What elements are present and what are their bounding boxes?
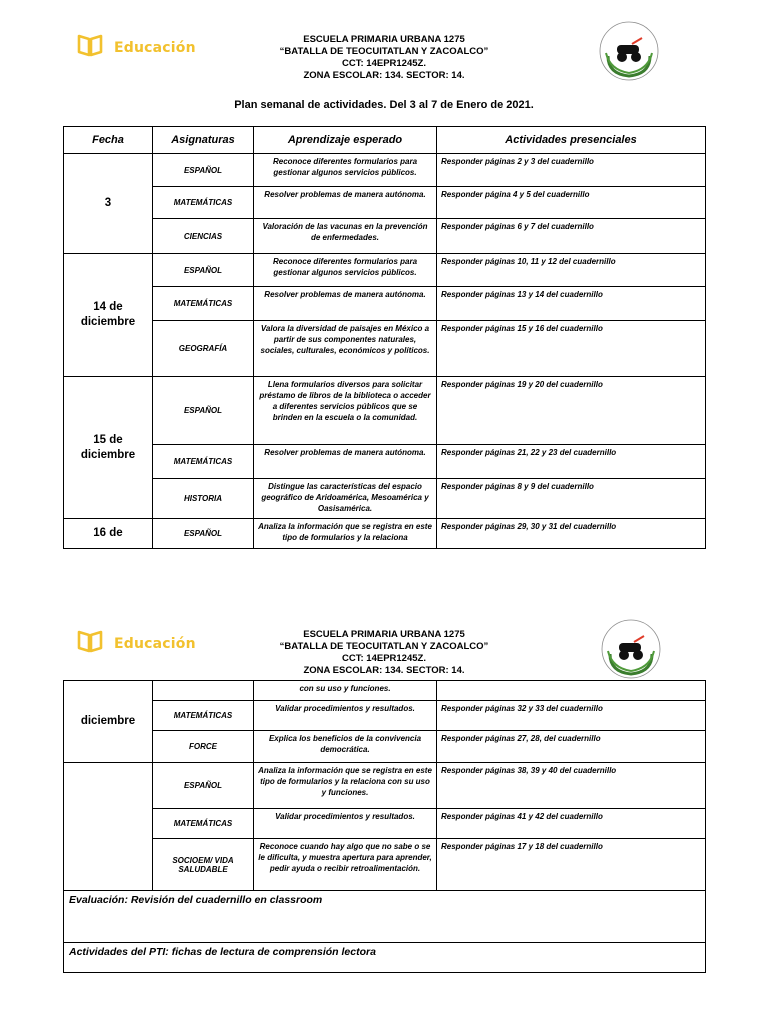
- table-row: [64, 254, 706, 287]
- table-row: [64, 519, 706, 549]
- activity-cell: Responder páginas 15 y 16 del cuadernillo: [437, 321, 706, 377]
- learning-cell: Analiza la información que se registra en este tipo de formularios y la relaciona: [254, 519, 437, 549]
- activity-cell: Responder páginas 29, 30 y 31 del cuadernillo: [437, 519, 706, 549]
- subject-cell: MATEMÁTICAS: [153, 701, 254, 731]
- subject-cell: ESPAÑOL: [153, 377, 254, 445]
- learning-cell: Valora la diversidad de paisajes en México a partir de sus componentes naturales, sociales, culturales, económicos y políticos.: [254, 321, 437, 377]
- date-cell: diciembre: [64, 681, 153, 763]
- activity-cell: Responder páginas 41 y 42 del cuadernillo: [437, 809, 706, 839]
- learning-cell: Validar procedimientos y resultados.: [254, 701, 437, 731]
- subject-cell: MATEMÁTICAS: [153, 187, 254, 219]
- school-cct: CCT: 14EPR1245Z.: [342, 653, 426, 664]
- activity-cell: Responder página 4 y 5 del cuadernillo: [437, 187, 706, 219]
- learning-cell: Validar procedimientos y resultados.: [254, 809, 437, 839]
- school-cct: CCT: 14EPR1245Z.: [342, 58, 426, 69]
- activity-cell: Responder páginas 10, 11 y 12 del cuadernillo: [437, 254, 706, 287]
- learning-cell: Analiza la información que se registra en este tipo de formularios y la relaciona con su uso y funciones.: [254, 763, 437, 809]
- table-row: [64, 287, 706, 321]
- school-battle-name: “BATALLA DE TEOCUITATLAN Y ZACOALCO”: [279, 46, 489, 57]
- column-header: Actividades presenciales: [437, 127, 706, 154]
- subject-cell: HISTORIA: [153, 479, 254, 519]
- date-cell: [64, 763, 153, 891]
- school-battle-name: “BATALLA DE TEOCUITATLAN Y ZACOALCO”: [279, 641, 489, 652]
- date-cell: 15 de diciembre: [64, 377, 153, 519]
- table-row: [64, 763, 706, 809]
- subject-cell: SOCIOEM/ VIDA SALUDABLE: [153, 839, 254, 891]
- learning-cell: Valoración de las vacunas en la prevención de enfermedades.: [254, 219, 437, 254]
- table-row: [64, 445, 706, 479]
- learning-cell: Resolver problemas de manera autónoma.: [254, 187, 437, 219]
- table-continuation-row: [64, 681, 706, 701]
- activities-table-page-1: [63, 126, 706, 549]
- activity-cell: Responder páginas 6 y 7 del cuadernillo: [437, 219, 706, 254]
- activity-cell: Responder páginas 17 y 18 del cuadernillo: [437, 839, 706, 891]
- activity-cell: Responder páginas 38, 39 y 40 del cuadernillo: [437, 763, 706, 809]
- school-name: ESCUELA PRIMARIA URBANA 1275: [303, 629, 465, 640]
- learning-cell: Reconoce cuando hay algo que no sabe o se le dificulta, y muestra apertura para aprender, pedir ayuda o recibir retroalimentación.: [254, 839, 437, 891]
- table-row: [64, 731, 706, 763]
- table-row: [64, 219, 706, 254]
- logo-text: Educación: [114, 635, 196, 652]
- school-seal: [600, 618, 662, 680]
- learning-cell: Reconoce diferentes formularios para gestionar algunos servicios públicos.: [254, 254, 437, 287]
- pti-row: [64, 943, 706, 973]
- subject-cell: ESPAÑOL: [153, 254, 254, 287]
- table-header-row: [64, 127, 706, 154]
- table-row: [64, 377, 706, 445]
- learning-cell: Reconoce diferentes formularios para gestionar algunos servicios públicos.: [254, 154, 437, 187]
- table-row: [64, 187, 706, 219]
- date-cell: 3: [64, 154, 153, 254]
- table-row: [64, 479, 706, 519]
- subject-cell: CIENCIAS: [153, 219, 254, 254]
- date-cell: 14 de diciembre: [64, 254, 153, 377]
- activity-cell: Responder páginas 27, 28, del cuadernillo: [437, 731, 706, 763]
- plan-title: Plan semanal de actividades. Del 3 al 7 de Enero de 2021.: [234, 99, 534, 111]
- table-row: [64, 321, 706, 377]
- evaluation-text: Evaluación: Revisión del cuadernillo en classroom: [64, 891, 706, 943]
- school-name: ESCUELA PRIMARIA URBANA 1275: [303, 34, 465, 45]
- subject-cell: GEOGRAFÍA: [153, 321, 254, 377]
- activities-table-page-2: [63, 680, 706, 973]
- activity-cell: Responder páginas 13 y 14 del cuadernillo: [437, 287, 706, 321]
- column-header: Aprendizaje esperado: [254, 127, 437, 154]
- table-row: [64, 701, 706, 731]
- learning-cell: con su uso y funciones.: [254, 681, 437, 701]
- table-row: [64, 839, 706, 891]
- table-row: [64, 154, 706, 187]
- activity-cell: Responder páginas 32 y 33 del cuadernillo: [437, 701, 706, 731]
- activity-cell: Responder páginas 8 y 9 del cuadernillo: [437, 479, 706, 519]
- learning-cell: Distingue las características del espacio geográfico de Aridoamérica, Mesoamérica y Oasisamérica.: [254, 479, 437, 519]
- activity-cell-empty: [437, 681, 706, 701]
- learning-cell: Explica los beneficios de la convivencia democrática.: [254, 731, 437, 763]
- learning-cell: Resolver problemas de manera autónoma.: [254, 287, 437, 321]
- date-cell: 16 de: [64, 519, 153, 549]
- school-seal: [598, 20, 660, 82]
- activity-cell: Responder páginas 19 y 20 del cuadernillo: [437, 377, 706, 445]
- school-zone: ZONA ESCOLAR: 134. SECTOR: 14.: [303, 70, 465, 81]
- subject-cell: ESPAÑOL: [153, 154, 254, 187]
- school-zone: ZONA ESCOLAR: 134. SECTOR: 14.: [303, 665, 465, 676]
- logo-text: Educación: [114, 39, 196, 56]
- learning-cell: Resolver problemas de manera autónoma.: [254, 445, 437, 479]
- activity-cell: Responder páginas 2 y 3 del cuadernillo: [437, 154, 706, 187]
- subject-cell: MATEMÁTICAS: [153, 809, 254, 839]
- subject-cell: ESPAÑOL: [153, 763, 254, 809]
- evaluation-row: [64, 891, 706, 943]
- subject-cell: FORCE: [153, 731, 254, 763]
- document-page-2: [0, 600, 768, 1024]
- activity-cell: Responder páginas 21, 22 y 23 del cuadernillo: [437, 445, 706, 479]
- subject-cell: ESPAÑOL: [153, 519, 254, 549]
- learning-cell: Llena formularios diversos para solicitar préstamo de libros de la biblioteca o acceder a diferentes servicios públicos que se brinden en la escuela o la comunidad.: [254, 377, 437, 445]
- table-row: [64, 809, 706, 839]
- column-header: Fecha: [64, 127, 153, 154]
- pti-text: Actividades del PTI: fichas de lectura de comprensión lectora: [64, 943, 706, 973]
- subject-cell: MATEMÁTICAS: [153, 445, 254, 479]
- subject-cell-empty: [153, 681, 254, 701]
- subject-cell: MATEMÁTICAS: [153, 287, 254, 321]
- column-header: Asignaturas: [153, 127, 254, 154]
